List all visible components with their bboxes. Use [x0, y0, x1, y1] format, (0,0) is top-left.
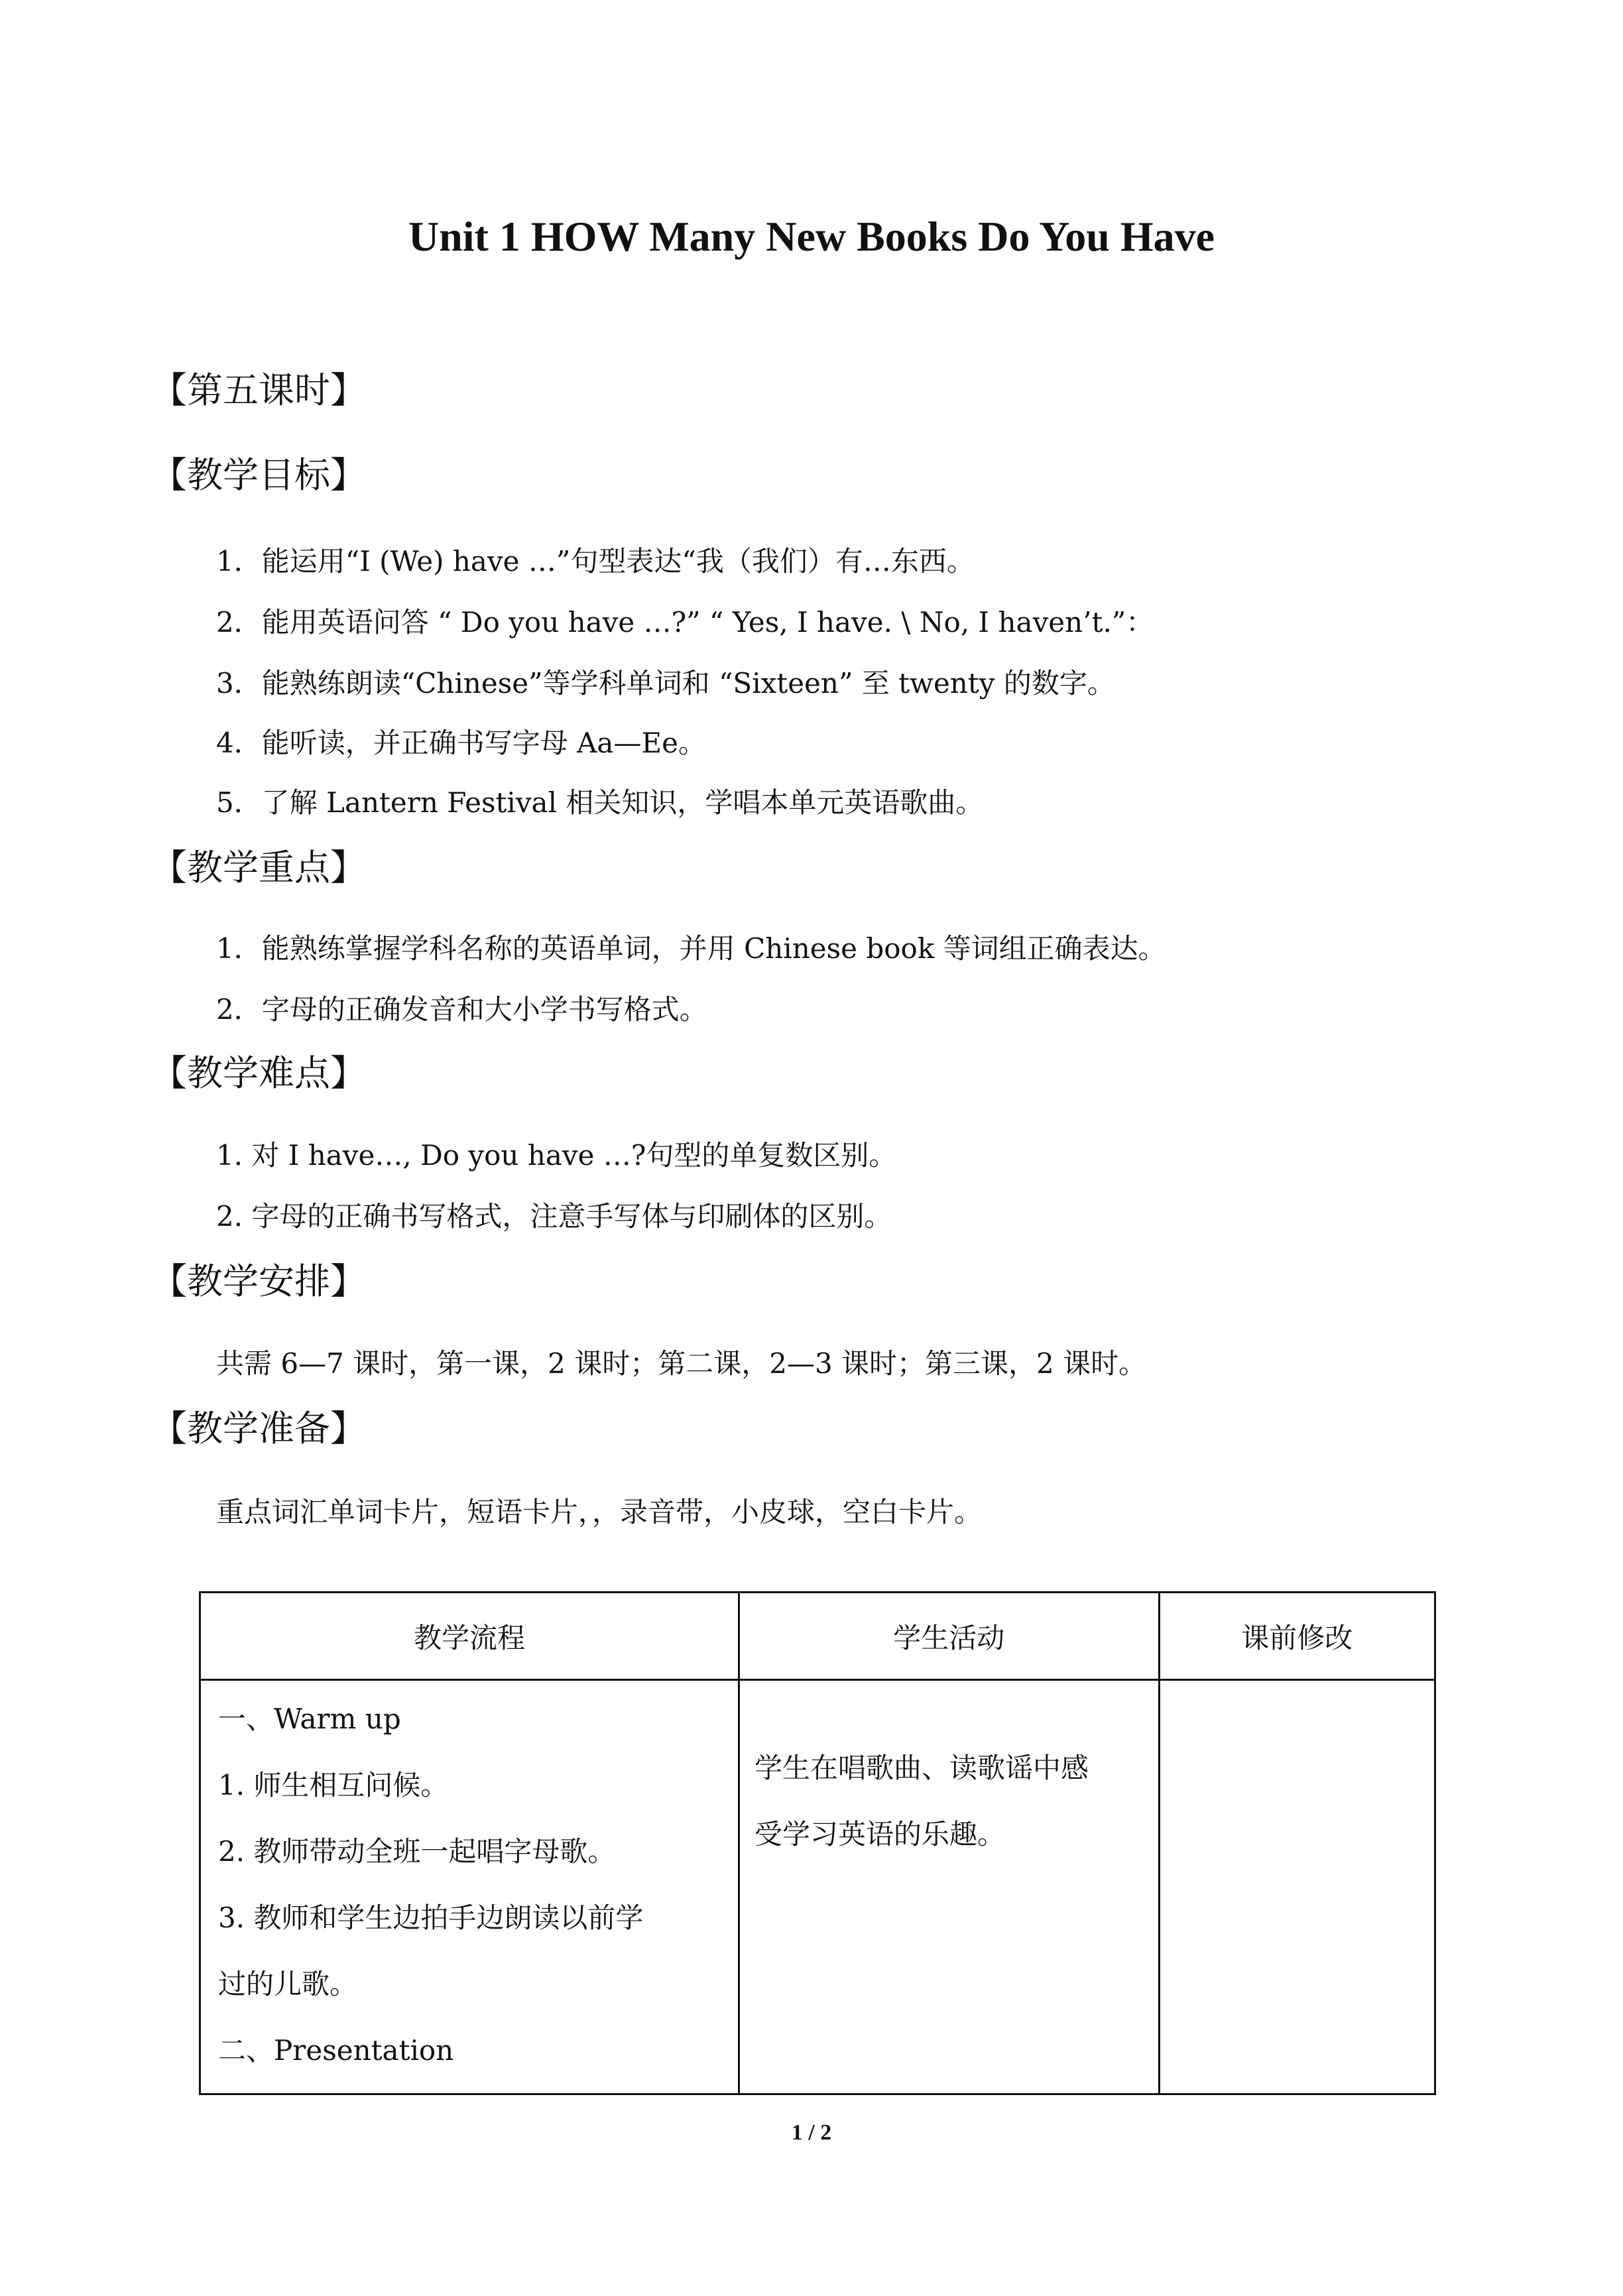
lesson-plan-table: [199, 1591, 1436, 2095]
process-line: 一、Warm up: [218, 1703, 401, 1735]
arrangement-text: 共需 6—7 课时，第一课，2 课时；第二课，2—3 课时；第三课，2 课时。: [216, 1347, 1147, 1380]
header-activity: 学生活动: [739, 1593, 1159, 1680]
difficulty-item: 1. 对 I have…, Do you have …?句型的单复数区别。: [216, 1139, 897, 1172]
revision-cell: [1159, 1680, 1435, 2094]
table-header-row: [200, 1593, 1435, 1680]
process-line: 3. 教师和学生边拍手边朗读以前学: [218, 1902, 644, 1934]
process-line: 1. 师生相互问候。: [218, 1769, 449, 1801]
arrangement-heading: 【教学安排】: [151, 1260, 366, 1302]
document-title: Unit 1 HOW Many New Books Do You Have: [408, 213, 1215, 260]
objective-item: 4．能听读，并正确书写字母 Aa—Ee。: [216, 727, 706, 759]
activity-line: 受学习英语的乐趣。: [754, 1818, 1005, 1850]
objectives-heading: 【教学目标】: [151, 454, 366, 496]
key-point-item: 2．字母的正确发音和大小学书写格式。: [216, 993, 707, 1026]
page-number: 1 / 2: [791, 2120, 832, 2145]
process-line: 2. 教师带动全班一起唱字母歌。: [218, 1835, 616, 1868]
lesson-heading: 【第五课时】: [151, 369, 366, 411]
objective-item: 2．能用英语问答 “ Do you have …?” “ Yes, I have. \ No, I haven’t.”：: [216, 606, 1154, 638]
difficulty-item: 2. 字母的正确书写格式，注意手写体与印刷体的区别。: [216, 1200, 892, 1233]
activity-cell: [739, 1680, 1159, 2094]
header-process: 教学流程: [200, 1593, 739, 1680]
key-point-item: 1．能熟练掌握学科名称的英语单词，并用 Chinese book 等词组正确表达。: [216, 932, 1166, 965]
preparation-heading: 【教学准备】: [151, 1408, 366, 1449]
difficulties-heading: 【教学难点】: [151, 1052, 366, 1094]
table-row: [200, 1680, 1435, 2094]
header-revision: 课前修改: [1159, 1593, 1435, 1680]
process-line: 二、Presentation: [218, 2034, 454, 2067]
process-line: 过的儿歌。: [218, 1968, 358, 2000]
objective-item: 1．能运用“I (We) have …”句型表达“我（我们）有…东西。: [216, 545, 975, 577]
preparation-text: 重点词汇单词卡片，短语卡片，，录音带，小皮球，空白卡片。: [216, 1496, 983, 1528]
process-cell: [200, 1680, 739, 2094]
objective-item: 5．了解 Lantern Festival 相关知识，学唱本单元英语歌曲。: [216, 786, 984, 819]
key-points-heading: 【教学重点】: [151, 847, 366, 888]
objective-item: 3．能熟练朗读“Chinese”等学科单词和 “Sixteen” 至 twenty 的数字。: [216, 667, 1115, 699]
activity-line: 学生在唱歌曲、读歌谣中感: [754, 1752, 1089, 1784]
